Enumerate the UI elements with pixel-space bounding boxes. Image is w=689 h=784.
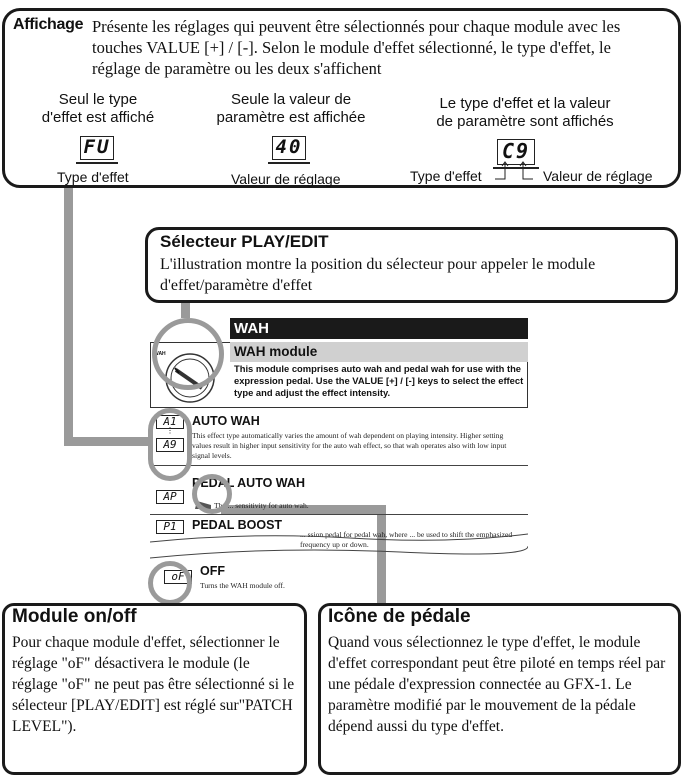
module-onoff-title: Module on/off [12,606,137,627]
display-ap: AP [156,490,184,504]
caption-arrows [495,161,545,185]
highlight-circle-pedal [192,474,232,514]
highlight-circle-off [148,561,192,605]
row-auto-wah-desc: This effect type automatically varies the amount of wah dependent on playing intensity. Higher setting values result in higher input sensitivity for the auto wah effect, so that wah operates also with low input signal levels. [192,431,507,460]
display-both-caption-left: Type d'effet [410,168,482,184]
row-off-title: OFF [200,564,225,578]
display-both-heading [405,95,645,131]
display-both-heading-line1: Le type d'effet et la valeur [439,95,611,112]
row-pedal-auto-wah-title: PEDAL AUTO WAH [192,476,305,490]
selector-box [145,227,678,303]
pedal-icon-title: Icône de pédale [328,606,471,627]
highlight-circle-knob [152,318,224,390]
display-value-heading-line2: paramètre est affichée [216,109,366,126]
row-pedal-boost-desc: ... ssion pedal for pedal wah, where ... be used to shift the emphasized frequency up or down. [300,530,513,549]
display-value-heading [201,91,381,127]
affichage-title: Affichage [13,16,84,33]
row-off-desc: Turns the WAH module off. [200,581,285,590]
wah-module-title: WAH module [230,342,528,362]
manual-header: WAH [230,318,528,339]
row-auto-wah-title: AUTO WAH [192,414,260,428]
pedal-icon-text: Quand vous sélectionnez le type d'effet, le module d'effet correspondant peut être piloté en temps réel par une pédale d'expression connectée au GFX-1. Le paramètre modifié par le mouvement de la pédale dépend aussi du type d'effet. [328,634,666,735]
module-onoff-text: Pour chaque module d'effet, sélectionner le réglage "oF" désactivera le module (le réglage "oF" ne peut pas être sélectionné si le sélecteur [PLAY/EDIT] est réglé sur"PATCH LEVEL"). [12,634,295,735]
page-tear [150,532,528,562]
range-dots: ⋮ [166,426,174,435]
display-type-heading [23,91,173,127]
selector-title: Sélecteur PLAY/EDIT [160,232,329,251]
affichage-description: Présente les réglages qui peuvent être sélectionnés pour chaque module avec les touches VALUE [+] / [-]. Selon le module d'effet sélectionné, le type d'effet, le réglage de paramètre ou les deux s'affichent [92,17,621,78]
row-pedal-auto-wah-desc: The ... sensitivity for auto wah. [214,501,309,510]
display-of: oF [164,570,192,584]
display-a9: A9 [156,438,184,452]
display-both-heading-line2: de paramètre sont affichés [436,113,614,130]
affichage-box [2,8,681,188]
display-type-heading-line1: Seul le type [58,91,138,108]
display-value-heading-line1: Seule la valeur de [230,91,352,108]
display-type-heading-line2: d'effet est affiché [41,109,155,126]
connector-affichage-horizontal [64,437,156,446]
display-fu: FU [80,136,114,160]
row-pedal-boost-title: PEDAL BOOST [192,518,283,532]
display-40: 40 [272,136,306,160]
display-a1: A1 [156,415,184,429]
highlight-ellipse-display [148,408,192,481]
display-c9: C9 [497,139,535,165]
wah-module-description: This module comprises auto wah and pedal wah for use with the expression pedal. Use the VALUE [+] / [-] keys to select the effect type and adjust the effect intensity. [234,363,524,398]
display-value-caption: Valeur de réglage [231,171,341,187]
module-onoff-box [2,603,307,775]
knob-label: WAH [154,351,166,357]
pedal-icon-box [318,603,681,775]
display-type-caption: Type d'effet [57,169,129,185]
display-both-caption-right: Valeur de réglage [543,168,653,184]
row-divider-2 [150,514,528,515]
display-p1: P1 [156,520,184,534]
selector-description: L'illustration montre la position du sélecteur pour appeler le module d'effet/paramètre d'effet [160,256,596,294]
connector-affichage-vertical [64,185,73,445]
